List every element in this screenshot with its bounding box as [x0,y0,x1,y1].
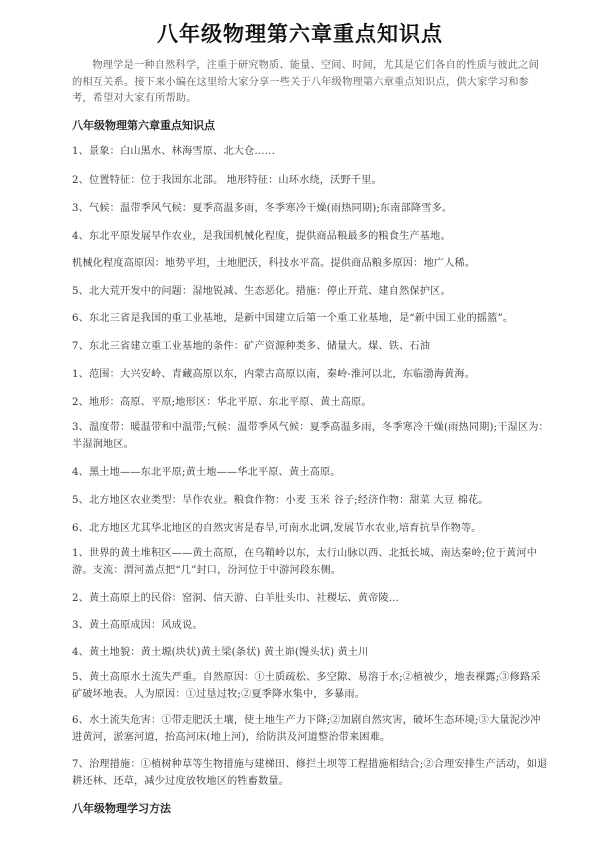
paragraph: 7、东北三省建立重工业基地的条件：矿产资源种类多、储量大。煤、铁、石油 [72,341,431,352]
paragraph: 6、北方地区尤其华北地区的自然灾害是春旱,可南水北调,发展节水农业,培育抗旱作物等。 [72,523,482,534]
paragraph: 1、范围：大兴安岭、青藏高原以东，内蒙古高原以南，秦岭-淮河以北，东临渤海黄海。 [72,369,476,380]
paragraph: 1、景象：白山黑水、林海雪原、北大仓…… [72,146,276,157]
paragraph: 1、世界的黄土堆积区——黄土高原，在乌鞘岭以东，太行山脉以西、北抵长城、南达秦岭;位于黄河中游。支流：渭河盖点把“几”封口，汾河位于中游河段东侧。 [72,548,538,576]
paragraph: 6、水土流失危害：①带走肥沃土壤，使土地生产力下降;②加剧自然灾害，破坏生态环境;③大量泥沙冲进黄河，淤塞河道，抬高河床(地上河)，给防洪及河道整治带来困难。 [72,715,541,743]
paragraph: 2、黄土高原上的民俗：窑洞、信天游、白羊肚头巾、社稷坛、黄帝陵… [72,593,400,604]
paragraph: 2、位置特征：位于我国东北部。 地形特征：山环水绕，沃野千里。 [72,175,382,186]
paragraph: 5、黄土高原水土流失严重。自然原因：①土质疏松、多空隙、易溶于水;②植被少，地表裸露;③修路采矿破坏地表。人为原因：①过垦过牧;②夏季降水集中，多暴雨。 [72,672,541,700]
paragraph: 3、气候：温带季风气候：夏季高温多雨，冬季寒冷干燥(雨热同期);东南部降雪多。 [72,203,453,214]
paragraph: 4、黄土地貌：黄土塬(块状)黄土梁(条状) 黄土峁(馒头状) 黄土川 [72,647,369,658]
intro-paragraph: 物理学是一种自然科学，注重于研究物质、能量、空间、时间，尤其是它们各自的性质与彼此之间的相互关系。接下来小编在这里给大家分享一些关于八年级物理第六章重点知识点，供大家学习和参考，希望对大家有所帮助。 [72,60,540,104]
page-title: 八年级物理第六章重点知识点 [157,22,443,46]
paragraph: 5、北方地区农业类型：旱作农业。粮食作物：小麦 玉米 谷子;经济作物：甜菜 大豆 棉花。 [72,495,489,506]
paragraph: 机械化程度高原因：地势平坦，土地肥沃，科技水平高。提供商品粮多原因：地广人稀。 [72,258,476,269]
paragraph: 4、东北平原发展早作农业，是我国机械化程度，提供商品粮最多的粮食生产基地。 [72,231,451,242]
section-heading-study-methods: 八年级物理学习方法 [72,802,171,815]
paragraph: 4、黑土地——东北平原;黄土地——华北平原、黄土高原。 [72,467,341,478]
paragraph: 5、北大荒开发中的问题：湿地锐减、生态恶化。措施：停止开荒、建自然保护区。 [72,286,451,297]
paragraph: 7、治理措施：①植树种草等生物措施与建梯田、修拦土坝等工程措施相结合;②合理安排生产活动，如退耕还林、还草，减少过度放牧地区的牲畜数量。 [72,759,548,787]
paragraph: 3、黄土高原成因：风成说。 [72,620,203,631]
paragraph: 2、地形：高原、平原;地形区：华北平原、东北平原、黄土高原。 [72,397,372,408]
paragraph: 6、东北三省是我国的重工业基地，是新中国建立后第一个重工业基地，是“新中国工业的摇篮”。 [72,313,514,324]
paragraph: 3、温度带：暖温带和中温带;气候：温带季风气候：夏季高温多雨，冬季寒冷干燥(雨热同期);干湿区为：半湿润地区。 [72,422,549,450]
section-heading-knowledge-points: 八年级物理第六章重点知识点 [72,119,215,132]
